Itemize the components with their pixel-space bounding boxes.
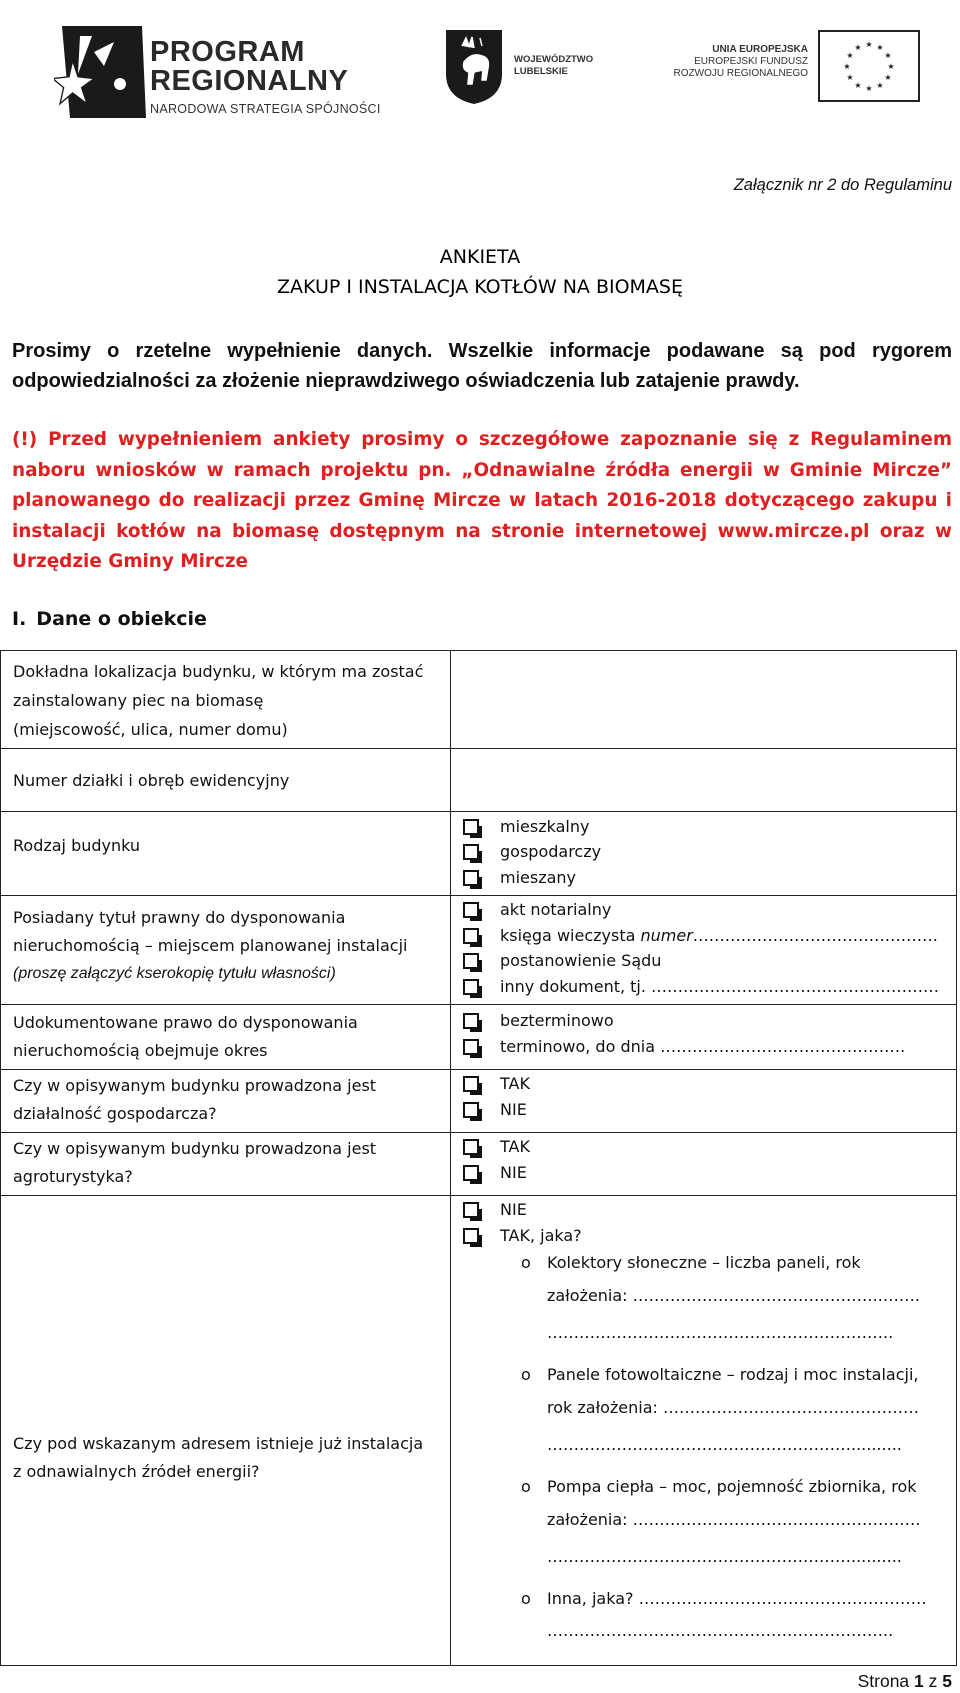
option-tak-jaka[interactable] (463, 1223, 946, 1249)
parcel-label-cell (1, 749, 451, 812)
svg-text:★: ★ (887, 62, 895, 71)
page-label: Strona (857, 1671, 910, 1691)
table-row-parcel (1, 749, 957, 812)
option-label: bezterminowo (500, 1011, 614, 1031)
eu-logo-line1: UNIA EUROPEJSKA (712, 44, 808, 55)
legal-title-options-cell (451, 895, 957, 1004)
option-label: TAK (500, 1074, 530, 1094)
eu-flag-icon (818, 30, 920, 102)
checkbox-icon[interactable] (463, 1013, 479, 1029)
legal-title-note: (proszę załączyć kserokopię tytułu własności) (13, 964, 336, 982)
agrotourism-label-line1: Czy w opisywanym budynku prowadzona jest (13, 1138, 377, 1158)
eu-logo-line3: ROZWOJU REGIONALNEGO (673, 68, 808, 79)
bullet-o-icon: o (521, 1588, 531, 1608)
option-inny-dokument[interactable] (463, 974, 946, 1000)
agrotourism-label-cell (1, 1132, 451, 1195)
numer-dots: ………………………………………. (692, 925, 938, 945)
section-number: I. (12, 608, 27, 630)
option-akt-notarialny[interactable] (463, 898, 946, 924)
numer-label: numer (640, 925, 693, 945)
option-label: NIE (500, 1099, 527, 1119)
option-label: NIE (500, 1162, 527, 1182)
checkbox-icon[interactable] (463, 844, 479, 860)
renewable-item-solar-collectors[interactable] (463, 1249, 946, 1277)
bullet-o-icon: o (521, 1364, 531, 1384)
option-label: mieszany (500, 867, 577, 887)
option-postanowienie-sadu[interactable] (463, 949, 946, 975)
checkbox-icon[interactable] (463, 928, 479, 944)
eu-fund-logo-text (660, 44, 808, 80)
document-subtitle: ZAKUP I INSTALACJA KOTŁÓW NA BIOMASĘ (276, 276, 683, 298)
renewable-item-text: Kolektory słoneczne – liczba paneli, rok (547, 1252, 861, 1272)
option-nie[interactable] (463, 1198, 946, 1224)
renewable-item-fill-line[interactable]: ………………………………………………….......... (547, 1434, 902, 1454)
renewable-item-fill-line[interactable]: założenia: ………………………………………..……. (547, 1285, 920, 1305)
svg-text:★: ★ (884, 73, 892, 82)
svg-text:★: ★ (854, 81, 862, 90)
section-heading (12, 608, 207, 630)
renewable-item-other[interactable] (463, 1585, 946, 1613)
option-terminowo[interactable] (463, 1034, 946, 1060)
option-nie[interactable] (463, 1097, 946, 1123)
object-data-table (0, 650, 957, 1666)
svg-text:★: ★ (865, 84, 873, 93)
renewable-item-text: Panele fotowoltaiczne – rodzaj i moc instalacji, (547, 1364, 919, 1384)
renewable-item-fill-line[interactable]: ………………………………………………….......... (547, 1546, 902, 1566)
svg-text:★: ★ (884, 51, 892, 60)
svg-text:★: ★ (846, 73, 854, 82)
table-row-right-period (1, 1004, 957, 1069)
table-row-location (1, 651, 957, 749)
table-row-renewables (1, 1195, 957, 1665)
renewables-label-cell (1, 1195, 451, 1665)
option-label: mieszkalny (500, 816, 590, 836)
option-label: akt notarialny (500, 900, 612, 920)
option-label: gospodarczy (500, 842, 602, 862)
deer-coat-of-arms-icon (442, 28, 506, 104)
warning-paragraph: (!) Przed wypełnieniem ankiety prosimy o szczegółowe zapoznanie się z Regulaminem naboru wniosków w ramach projektu pn. „Odnawialne źródła energii w Gminie Mircze” planowanego do realizacji przez Gminę Mircze w latach 2016-2018 dotyczącego zakupu i instalacji kotłów na biomasę dostępnym na stronie internetowej www.mircze.pl oraz w Urzędzie Gminy Mircze (12, 429, 952, 572)
checkbox-icon[interactable] (463, 1076, 479, 1092)
business-label-line2: działalność gospodarcza? (13, 1103, 217, 1123)
checkbox-icon[interactable] (463, 953, 479, 969)
option-tak[interactable] (463, 1072, 946, 1098)
option-tak[interactable] (463, 1135, 946, 1161)
option-label: NIE (500, 1200, 527, 1220)
option-gospodarczy[interactable] (463, 840, 946, 866)
table-row-business (1, 1069, 957, 1132)
option-label: inny dokument, tj. ……………………………………………… (500, 976, 940, 996)
option-label: terminowo, do dnia ………………………………………. (500, 1036, 906, 1056)
right-period-options-cell (451, 1004, 957, 1069)
checkbox-icon[interactable] (463, 1039, 479, 1055)
checkbox-icon[interactable] (463, 902, 479, 918)
location-label-cell (1, 651, 451, 749)
renewable-item-fill-line[interactable]: ……………………………………………………….. (547, 1322, 894, 1342)
option-nie[interactable] (463, 1160, 946, 1186)
right-period-label-line2: nieruchomością obejmuje okres (13, 1040, 268, 1060)
legal-title-label-cell (1, 895, 451, 1004)
checkbox-icon[interactable] (463, 979, 479, 995)
table-row-agrotourism (1, 1132, 957, 1195)
of-label: z (928, 1671, 938, 1691)
parcel-label: Numer działki i obręb ewidencyjny (13, 771, 290, 790)
location-label-line1: Dokładna lokalizacja budynku, w którym ma zostać (13, 662, 424, 681)
right-period-label-cell (1, 1004, 451, 1069)
svg-text:★: ★ (843, 62, 851, 71)
bullet-o-icon: o (521, 1252, 531, 1272)
option-label: księga wieczysta (500, 925, 636, 945)
checkbox-icon[interactable] (463, 1102, 479, 1118)
program-logo-line2: REGIONALNY (150, 65, 349, 97)
business-label-cell (1, 1069, 451, 1132)
renewable-item-fill-line[interactable]: założenia: ……………………………………………… (547, 1509, 921, 1529)
agrotourism-options-cell (451, 1132, 957, 1195)
region-logo-line2: LUBELSKIE (514, 66, 568, 77)
location-input-cell[interactable] (451, 651, 957, 749)
building-type-label: Rodzaj budynku (13, 836, 141, 855)
wojewodztwo-lubelskie-logo (442, 28, 622, 104)
renewable-item-text: Pompa ciepła – moc, pojemność zbiornika, rok (547, 1476, 917, 1496)
region-logo-line1: WOJEWÓDZTWO (514, 54, 594, 65)
option-label: TAK (500, 1137, 530, 1157)
building-type-options-cell (451, 812, 957, 896)
table-row-legal-title (1, 895, 957, 1004)
renewable-item-text: Inna, jaka? ……………………………………………… (547, 1588, 927, 1608)
option-mieszkalny[interactable] (463, 814, 946, 840)
svg-text:★: ★ (876, 43, 884, 52)
page-number (858, 1671, 952, 1692)
option-ksiega-wieczysta[interactable] (463, 923, 946, 949)
option-label: TAK, jaka? (500, 1225, 582, 1245)
document-title: ANKIETA (439, 246, 521, 268)
svg-text:★: ★ (876, 81, 884, 90)
option-label: postanowienie Sądu (500, 951, 662, 971)
agrotourism-label-line2: agroturystyka? (13, 1166, 133, 1186)
checkbox-icon[interactable] (463, 1139, 479, 1155)
program-logo-line1: PROGRAM (150, 36, 305, 68)
program-regionalny-logo (54, 22, 394, 118)
current-page: 1 (914, 1671, 924, 1691)
program-logo-line3: NARODOWA STRATEGIA SPÓJNOŚCI (150, 102, 381, 116)
renewables-label-line1: Czy pod wskazanym adresem istnieje już instalacja (13, 1434, 424, 1453)
renewable-item-photovoltaics[interactable] (463, 1361, 946, 1389)
checkbox-icon[interactable] (463, 870, 479, 886)
checkbox-icon[interactable] (463, 1165, 479, 1181)
annex-label: Załącznik nr 2 do Regulaminu (733, 176, 952, 194)
renewable-item-heat-pump[interactable] (463, 1473, 946, 1501)
section-title: Dane o obiekcie (36, 608, 207, 630)
eu-logo-line2: EUROPEJSKI FUNDUSZ (694, 56, 808, 67)
business-label-line1: Czy w opisywanym budynku prowadzona jest (13, 1075, 377, 1095)
legal-title-label-line2: nieruchomością – miejscem planowanej instalacji (13, 935, 408, 955)
right-period-label-line1: Udokumentowane prawo do dysponowania (13, 1012, 358, 1032)
parcel-input-cell[interactable] (451, 749, 957, 812)
legal-title-label-line1: Posiadany tytuł prawny do dysponowania (13, 907, 346, 927)
renewables-label-line2: z odnawialnych źródeł energii? (13, 1462, 260, 1481)
renewable-item-fill-line[interactable]: ……………………………………………………….. (547, 1620, 894, 1640)
renewables-options-cell (451, 1195, 957, 1665)
location-label-line3: (miejscowość, ulica, numer domu) (13, 720, 288, 739)
location-label-line2: zainstalowany piec na biomasę (13, 691, 264, 710)
table-row-building-type (1, 812, 957, 896)
renewable-item-fill-line[interactable]: rok założenia: ………………………………………… (547, 1397, 920, 1417)
option-mieszany[interactable] (463, 865, 946, 891)
checkbox-icon[interactable] (463, 1228, 479, 1244)
business-options-cell (451, 1069, 957, 1132)
program-emblem-icon (54, 22, 150, 118)
bullet-o-icon: o (521, 1476, 531, 1496)
option-bezterminowo[interactable] (463, 1009, 946, 1035)
svg-text:★: ★ (846, 51, 854, 60)
building-type-label-cell (1, 812, 451, 896)
svg-text:★: ★ (854, 43, 862, 52)
checkbox-icon[interactable] (463, 819, 479, 835)
total-pages: 5 (942, 1671, 952, 1691)
svg-text:★: ★ (865, 40, 873, 49)
checkbox-icon[interactable] (463, 1202, 479, 1218)
intro-paragraph: Prosimy o rzetelne wypełnienie danych. Wszelkie informacje podawane są pod rygorem odpowiedzialności za złożenie nieprawdziwego oświadczenia lub zatajenie prawdy. (12, 340, 952, 392)
